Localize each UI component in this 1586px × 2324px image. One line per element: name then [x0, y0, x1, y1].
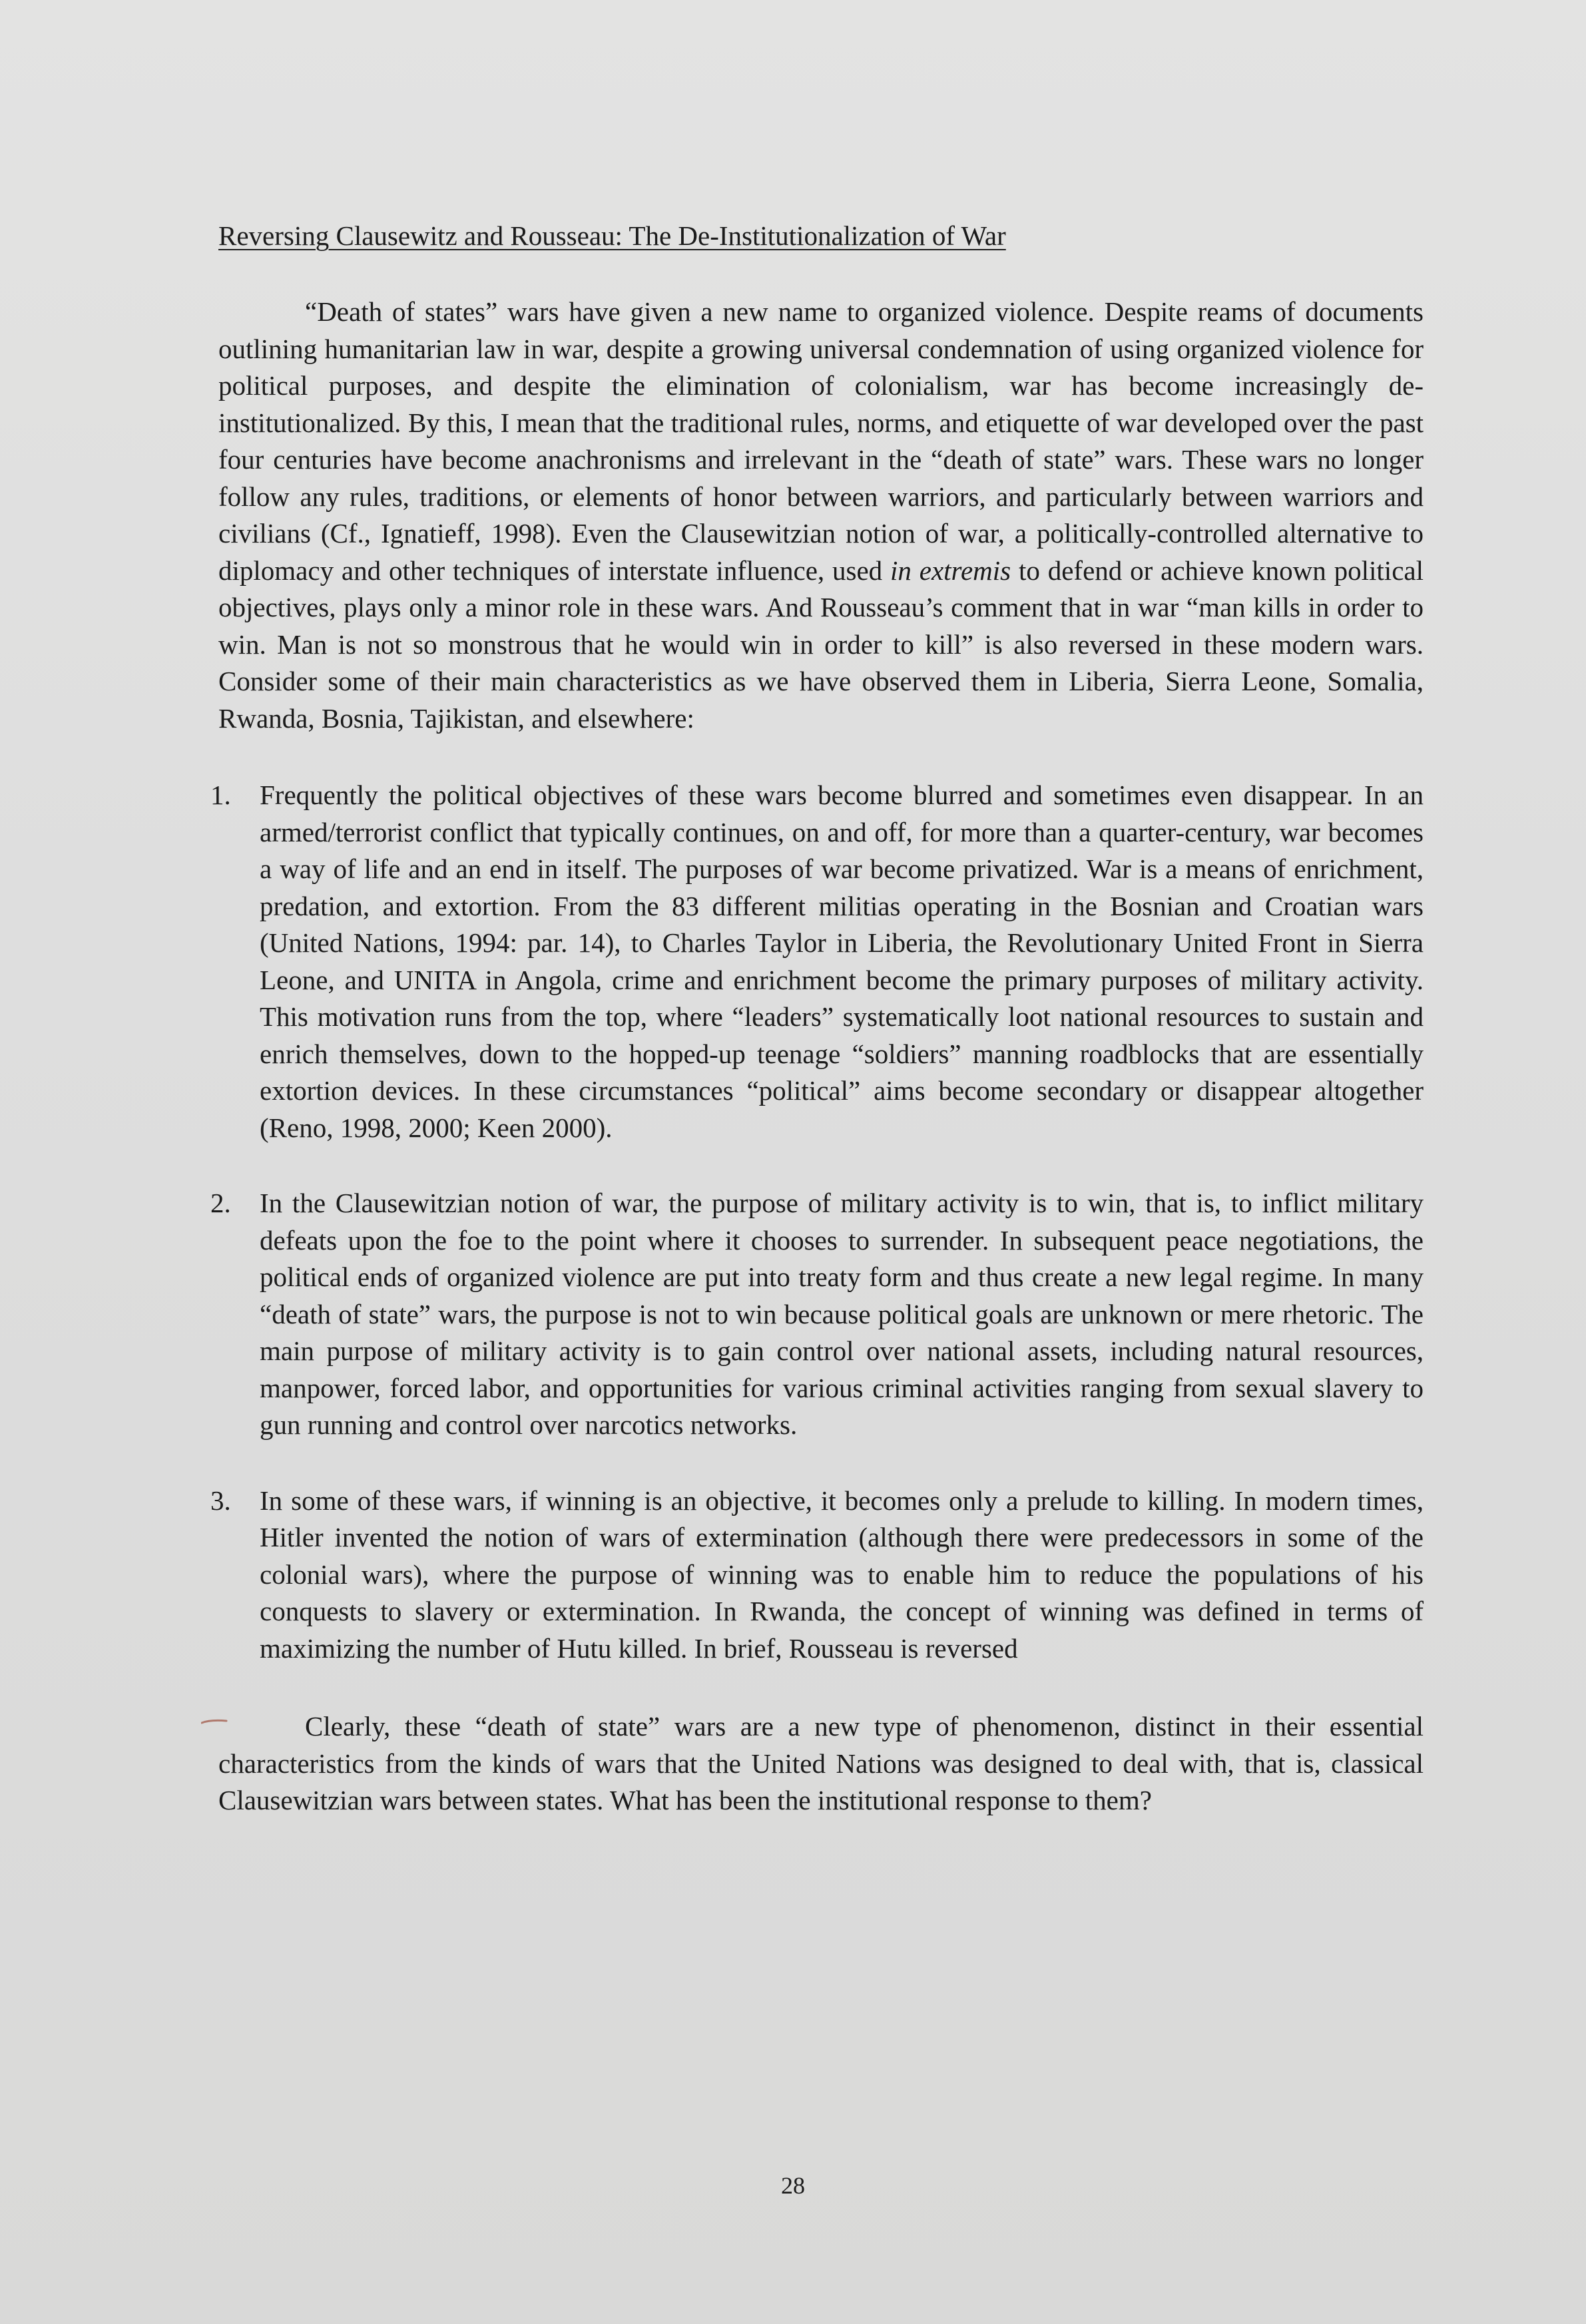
list-item-text: In the Clausewitzian notion of war, the purpose of military activity is to win, that is, to inflict military defeats upon the foe to the point where it chooses to surrender. In subsequent peace negotiations, the political ends of organized violence are put into treaty form and thus create a new legal regime. In many “death of state” wars, the purpose is not to win because political goals are unknown or mere rhetoric. The main purpose of military activity is to gain control over national assets, including natural resources, manpower, forced labor, and opportunities for various criminal activities ranging from sexual slavery to gun running and control over narcotics networks.	[260, 1188, 1424, 1441]
intro-text-part-2: to defend or achieve known political objectives, plays only a minor role in these wars. And Rousseau’s comment that in war “man kills in order to win. Man is not so monstrous that he would win in order to kill” is also reversed in these modern wars. Consider some of their main characteristics as we have observed them in Liberia, Sierra Leone, Somalia, Rwanda, Bosnia, Tajikistan, and elsewhere:	[218, 555, 1424, 734]
section-title: Reversing Clausewitz and Rousseau: The De-Institutionalization of War	[218, 220, 1006, 251]
closing-paragraph: Clearly, these “death of state” wars are a new type of phenomenon, distinct in their essential characteristics from the kinds of wars that the United Nations was designed to deal with, that is, classical Clausewitzian wars between states. What has been the institutional response to them?	[218, 1711, 1424, 1816]
list-item-text: In some of these wars, if winning is an objective, it becomes only a prelude to killing. In modern times, Hitler invented the notion of wars of extermination (although there were predecessors in some of the colonial wars), where the purpose of winning was to enable him to reduce the populations of his conquests to slavery or extermination. In Rwanda, the concept of winning was defined in terms of maximizing the number of Hutu killed. In brief, Rousseau is reversed	[260, 1485, 1424, 1664]
intro-italic-phrase: in extremis	[890, 555, 1011, 586]
page-number: 28	[781, 2172, 805, 2199]
list-item-text: Frequently the political objectives of these wars become blurred and sometimes even disappear. In an armed/terrorist conflict that typically continues, on and off, for more than a quarter-century, war becomes a way of life and an end in itself. The purposes of war become privatized. War is a means of enrichment, predation, and extortion. From the 83 different militias operating in the Bosnian and Croatian wars (United Nations, 1994: par. 14), to Charles Taylor in Liberia, the Revolutionary United Front in Sierra Leone, and UNITA in Angola, crime and enrichment become the primary purposes of military activity. This motivation runs from the top, where “leaders” systematically loot national resources to sustain and enrich themselves, down to the hopped-up teenage “soldiers” manning roadblocks that are essentially extortion devices. In these circumstances “political” aims become secondary or disappear altogether (Reno, 1998, 2000; Keen 2000).	[260, 780, 1424, 1143]
list-item	[210, 777, 1424, 1146]
list-item-number: 2.	[210, 1188, 231, 1219]
intro-text-part-1: “Death of states” wars have given a new name to organized violence. Despite reams of documents outlining humanitarian law in war, despite a growing universal condemnation of using organized violence for political purposes, and despite the elimination of colonialism, war has become increasingly de-institutionalized. By this, I mean that the traditional rules, norms, and etiquette of war developed over the past four centuries have become anachronisms and irrelevant in the “death of state” wars. These wars no longer follow any rules, traditions, or elements of honor between warriors, and particularly between warriors and civilians (Cf., Ignatieff, 1998). Even the Clausewitzian notion of war, a politically-controlled alternative to diplomacy and other techniques of interstate influence, used	[218, 296, 1424, 586]
list-item-number: 1.	[210, 780, 231, 811]
list-item	[210, 1185, 1424, 1444]
page-content	[210, 220, 1424, 1819]
margin-pen-mark	[201, 1719, 228, 1724]
intro-paragraph	[218, 294, 1424, 737]
list-item-number: 3.	[210, 1485, 231, 1516]
characteristics-list	[210, 777, 1424, 1667]
list-item	[210, 1483, 1424, 1668]
